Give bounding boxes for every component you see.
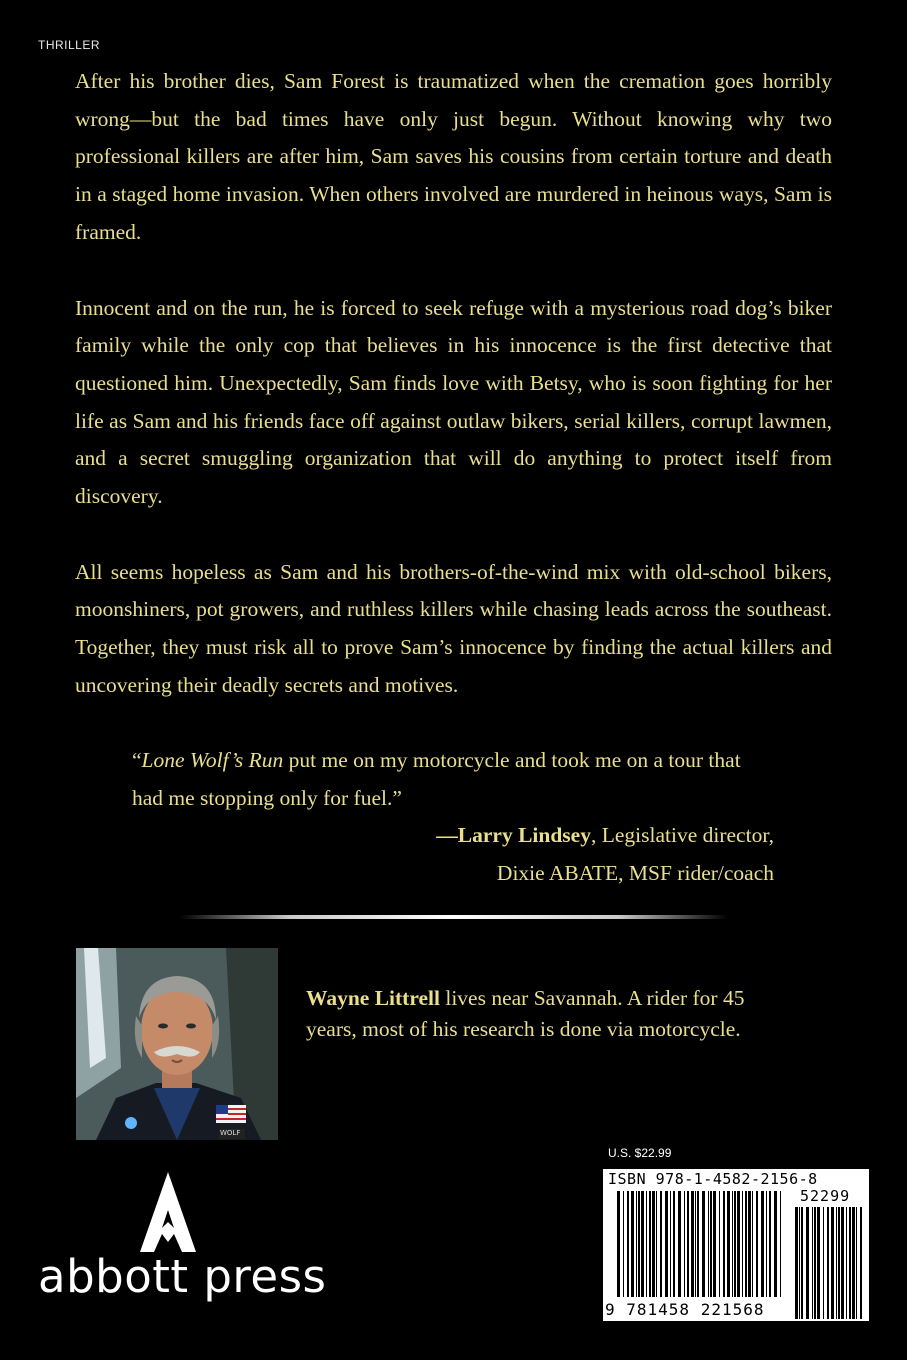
barcode-bar	[713, 1191, 716, 1297]
barcode-bar	[852, 1207, 855, 1319]
barcode-bar	[795, 1207, 798, 1319]
barcode-bar	[670, 1191, 671, 1297]
barcode-bar	[838, 1207, 840, 1319]
barcode	[603, 1169, 869, 1321]
synopsis-paragraph-1: After his brother dies, Sam Forest is traumatized when the cremation goes horribly wrong—but the bad times have only just begun. Without knowing why two professional killers are after him, Sam saves his cousins from certain torture and death in a staged home invasion. When others involved are murdered in heinous ways, Sam is framed.	[75, 69, 832, 244]
author-photo	[76, 948, 278, 1140]
barcode-bar	[723, 1191, 725, 1297]
barcode-bar	[748, 1191, 751, 1297]
price-label: U.S. $22.99	[608, 1146, 672, 1160]
barcode-bar	[695, 1191, 696, 1297]
barcode-bar	[649, 1191, 651, 1297]
barcode-bar	[849, 1207, 851, 1319]
barcode-bar	[823, 1207, 824, 1319]
author-bio-text: lives near Savannah. A rider for 45 years, most of his research is done via motorcycle.	[306, 986, 745, 1041]
barcode-bar	[745, 1191, 747, 1297]
barcode-bar	[684, 1191, 685, 1297]
barcode-bar	[827, 1207, 829, 1319]
barcode-bar	[812, 1207, 813, 1319]
divider	[180, 915, 728, 919]
quote-attrib-dash: —	[436, 823, 458, 847]
barcode-bar	[636, 1191, 637, 1297]
barcode-bar	[617, 1191, 620, 1297]
barcode-bar	[660, 1191, 662, 1297]
barcode-bar	[732, 1191, 733, 1297]
ean-barcode-bars	[603, 1169, 869, 1321]
barcode-bar	[708, 1191, 709, 1297]
barcode-bar	[652, 1191, 655, 1297]
quote-book-title: Lone Wolf’s Run	[141, 748, 284, 772]
barcode-bar	[710, 1191, 712, 1297]
barcode-bar	[774, 1191, 777, 1297]
barcode-bar	[691, 1191, 694, 1297]
barcode-bar	[702, 1191, 705, 1297]
barcode-bar	[631, 1191, 634, 1297]
barcode-bar	[817, 1207, 820, 1319]
barcode-bar	[766, 1191, 767, 1297]
quote-text	[132, 742, 774, 817]
barcode-bar	[727, 1191, 730, 1297]
author-name: Wayne Littrell	[306, 986, 440, 1010]
barcode-bar	[831, 1207, 834, 1319]
synopsis-paragraph-3: All seems hopeless as Sam and his brothers-of-the-wind mix with old-school bikers, moonshiners, pot growers, and ruthless killers while chasing leads across the southeast. Together, they must risk all to prove Sam’s innocence by finding the actual killers and uncovering their deadly secrets and motives.	[75, 559, 832, 697]
barcode-bar	[841, 1207, 844, 1319]
barcode-bar	[801, 1207, 803, 1319]
barcode-bar	[806, 1207, 809, 1319]
barcode-bar	[627, 1191, 629, 1297]
quote-open-mark: “	[132, 748, 142, 772]
barcode-bar	[752, 1191, 753, 1297]
publisher-name: abbott press	[38, 1250, 327, 1303]
synopsis-paragraph-2: Innocent and on the run, he is forced to seek refuge with a mysterious road dog’s biker family while the only cop that believes in his innocence is the first detective that questioned him. Unexpectedly, Sam finds love with Betsy, who is soon fighting for her life as Sam and his friends face off against outlaw bikers, serial killers, corrupt lawmen, and a secret smuggling organization that will do anything to protect itself from discovery.	[75, 295, 832, 509]
quote-attrib-name: Larry Lindsey	[457, 823, 591, 847]
barcode-bar	[856, 1207, 857, 1319]
abbott-press-logo-icon	[138, 1172, 198, 1258]
barcode-bar	[638, 1191, 640, 1297]
quote-attrib-role: , Legislative director,	[590, 823, 774, 847]
barcode-bar	[719, 1191, 720, 1297]
barcode-bar	[623, 1191, 624, 1297]
barcode-bar	[769, 1191, 771, 1297]
price-code: 52299	[800, 1187, 851, 1205]
quote-body: put me on my motorcycle and took me on a tour that had me stopping only for fuel.”	[132, 748, 741, 810]
barcode-bar	[678, 1191, 681, 1297]
barcode-bar	[641, 1191, 644, 1297]
barcode-bar	[656, 1191, 657, 1297]
barcode-bar	[697, 1191, 699, 1297]
barcode-bar	[737, 1191, 740, 1297]
author-portrait-icon	[76, 948, 278, 1140]
barcode-bar	[687, 1191, 689, 1297]
synopsis	[75, 63, 832, 743]
quote-attribution-line-2: Dixie ABATE, MSF rider/coach	[496, 860, 774, 885]
author-bio	[306, 983, 786, 1045]
barcode-bar	[780, 1191, 781, 1297]
barcode-bar	[814, 1207, 816, 1319]
barcode-bar	[846, 1207, 847, 1319]
patch-text: WOLF	[220, 1129, 241, 1137]
quote-attribution-line-1	[132, 817, 774, 855]
genre-label: THRILLER	[38, 38, 101, 52]
endorsement-quote	[132, 742, 774, 892]
barcode-bar	[734, 1191, 736, 1297]
ean-digits: 9 781458 221568	[605, 1300, 765, 1319]
barcode-bar	[665, 1191, 668, 1297]
barcode-bar	[646, 1191, 647, 1297]
barcode-bar	[860, 1207, 862, 1319]
barcode-bar	[742, 1191, 743, 1297]
barcode-bar	[799, 1207, 800, 1319]
barcode-bar	[761, 1191, 764, 1297]
barcode-bar	[756, 1191, 758, 1297]
barcode-bar	[836, 1207, 837, 1319]
barcode-bar	[673, 1191, 675, 1297]
isbn-text: ISBN 978-1-4582-2156-8	[608, 1170, 818, 1188]
